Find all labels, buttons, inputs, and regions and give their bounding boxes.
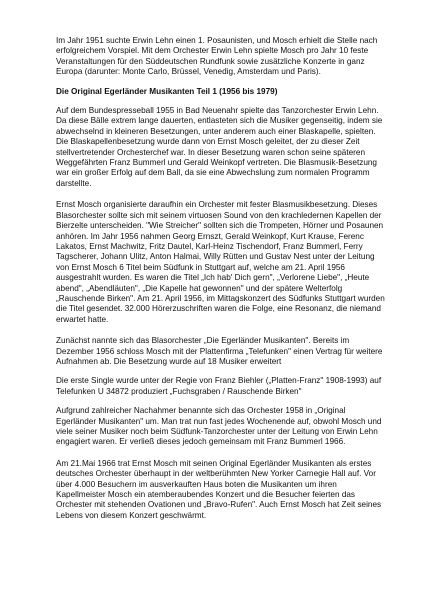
- paragraph-first-single: Die erste Single wurde unter der Regie von Franz Biehler („Platten-Franz" 1908-1993) auf Telefunken U 34872 produziert „Fuchsgraben / Rauschende Birken": [56, 376, 382, 396]
- paragraph-renaming: Aufgrund zahlreicher Nachahmer benannte sich das Orchester 1958 in „Original Egerländer Musikanten" um. Man trat nun fast jedes Wochenende auf, obwohl Mosch und viele seiner Musiker noch beim Südfunk-Tanzorchester unter der Leitung von Erwin Lehn engagiert waren. Er verließ dieses jedoch gemeinsam mit Franz Bummerl 1966.: [56, 406, 382, 447]
- paragraph-telefunken: Zunächst nannte sich das Blasorchester „Die Egerländer Musikanten". Bereits im Dezember 1956 schloss Mosch mit der Plattenfirma „Telefunken" einen Vertrag für weitere Aufnahmen ab. Die Besetzung wurde auf 18 Musiker erweitert: [56, 336, 383, 366]
- document-body: [56, 36, 386, 530]
- paragraph-erwin-lehn: Im Jahr 1951 suchte Erwin Lehn einen 1. Posaunisten, und Mosch erhielt die Stelle nach erfolgreichem Vorspiel. Mit dem Orchester Erwin Lehn spielte Mosch pro Jahr 10 feste Veranstaltungen für den Süddeutschen Rundfunk sowie zusätzliche Konzerte in ganz Europa (darunter: Monte Carlo, Brüssel, Venedig, Amsterdam und Paris).: [56, 36, 378, 77]
- section-heading: Die Original Egerländer Musikanten Teil 1 (1956 bis 1979): [56, 86, 278, 96]
- paragraph-bundespresseball: Auf dem Bundespresseball 1955 in Bad Neuenahr spielte das Tanzorchester Erwin Lehn. Da diese Bälle extrem lange dauerten, entlasteten sich die Musiker gegenseitig, indem sie abwechselnd in kleineren Besetzungen, unter anderem auch einer Blaskapelle, spielten. Die Blaskapellenbesetzung wurde dann von Ernst Mosch geleitet, der zu dieser Zeit stellvertretender Orchesterchef war. In dieser Besetzung waren schon seine späteren Weggefährten Franz Bummerl und Gerald Weinkopf vertreten. Die Blasmusik-Besetzung war ein großer Erfolg auf dem Ball, da sie eine Abwechslung zum normalen Programm darstellte.: [56, 106, 383, 188]
- paragraph-carnegie-hall: Am 21.Mai 1966 trat Ernst Mosch mit seinen Original Egerländer Musikanten als erstes deutsches Orchester überhaupt in der weltberühmten New Yorker Carnegie Hall auf. Vor über 4.000 Besuchern im ausverkauften Haus boten die Musikanten um ihren Kapellmeister Mosch ein atemberaubendes Konzert und die Besucher feierten das Orchester mit stehenden Ovationen und „Bravo-Rufen". Auch Ernst Mosch hat Zeit seines Lebens von diesem Konzert geschwärmt.: [56, 458, 382, 520]
- paragraph-blasorchester: Ernst Mosch organisierte daraufhin ein Orchester mit fester Blasmusikbesetzung. Dieses Blasorchester sollte sich mit seinem virtuosen Sound von den krachledernen Kapellen der Bierzelte unterscheiden. "Wie Streicher" sollten sich die Trompeten, Hörner und Posaunen anhören. Im Jahr 1956 nahmen Georg Ernszt, Gerald Weinkopf, Kurt Krause, Ferenc Lakatos, Ernst Machwitz, Fritz Dautel, Karl-Heinz Tischendorf, Franz Bummerl, Ferry Tagscherer, Johann Ulitz, Anton Halmai, Willy Rütten und Gustav Nest unter der Leitung von Ernst Mosch 6 Titel beim Südfunk in Stuttgart auf, welche am 21. April 1956 ausgestrahlt wurden. Es waren die Titel „Ich hab' Dich gern", „Verlorene Liebe", „Heute abend", „Abendläuten", „Die Kapelle hat gewonnen" und der spätere Welterfolg „Rauschende Birken". Am 21. April 1956, im Mittagskonzert des Südfunks Stuttgart wurden die Titel gesendet. 32.000 Hörerzuschriften waren die Folge, eine Resonanz, die niemand erwartet hatte.: [56, 200, 385, 324]
